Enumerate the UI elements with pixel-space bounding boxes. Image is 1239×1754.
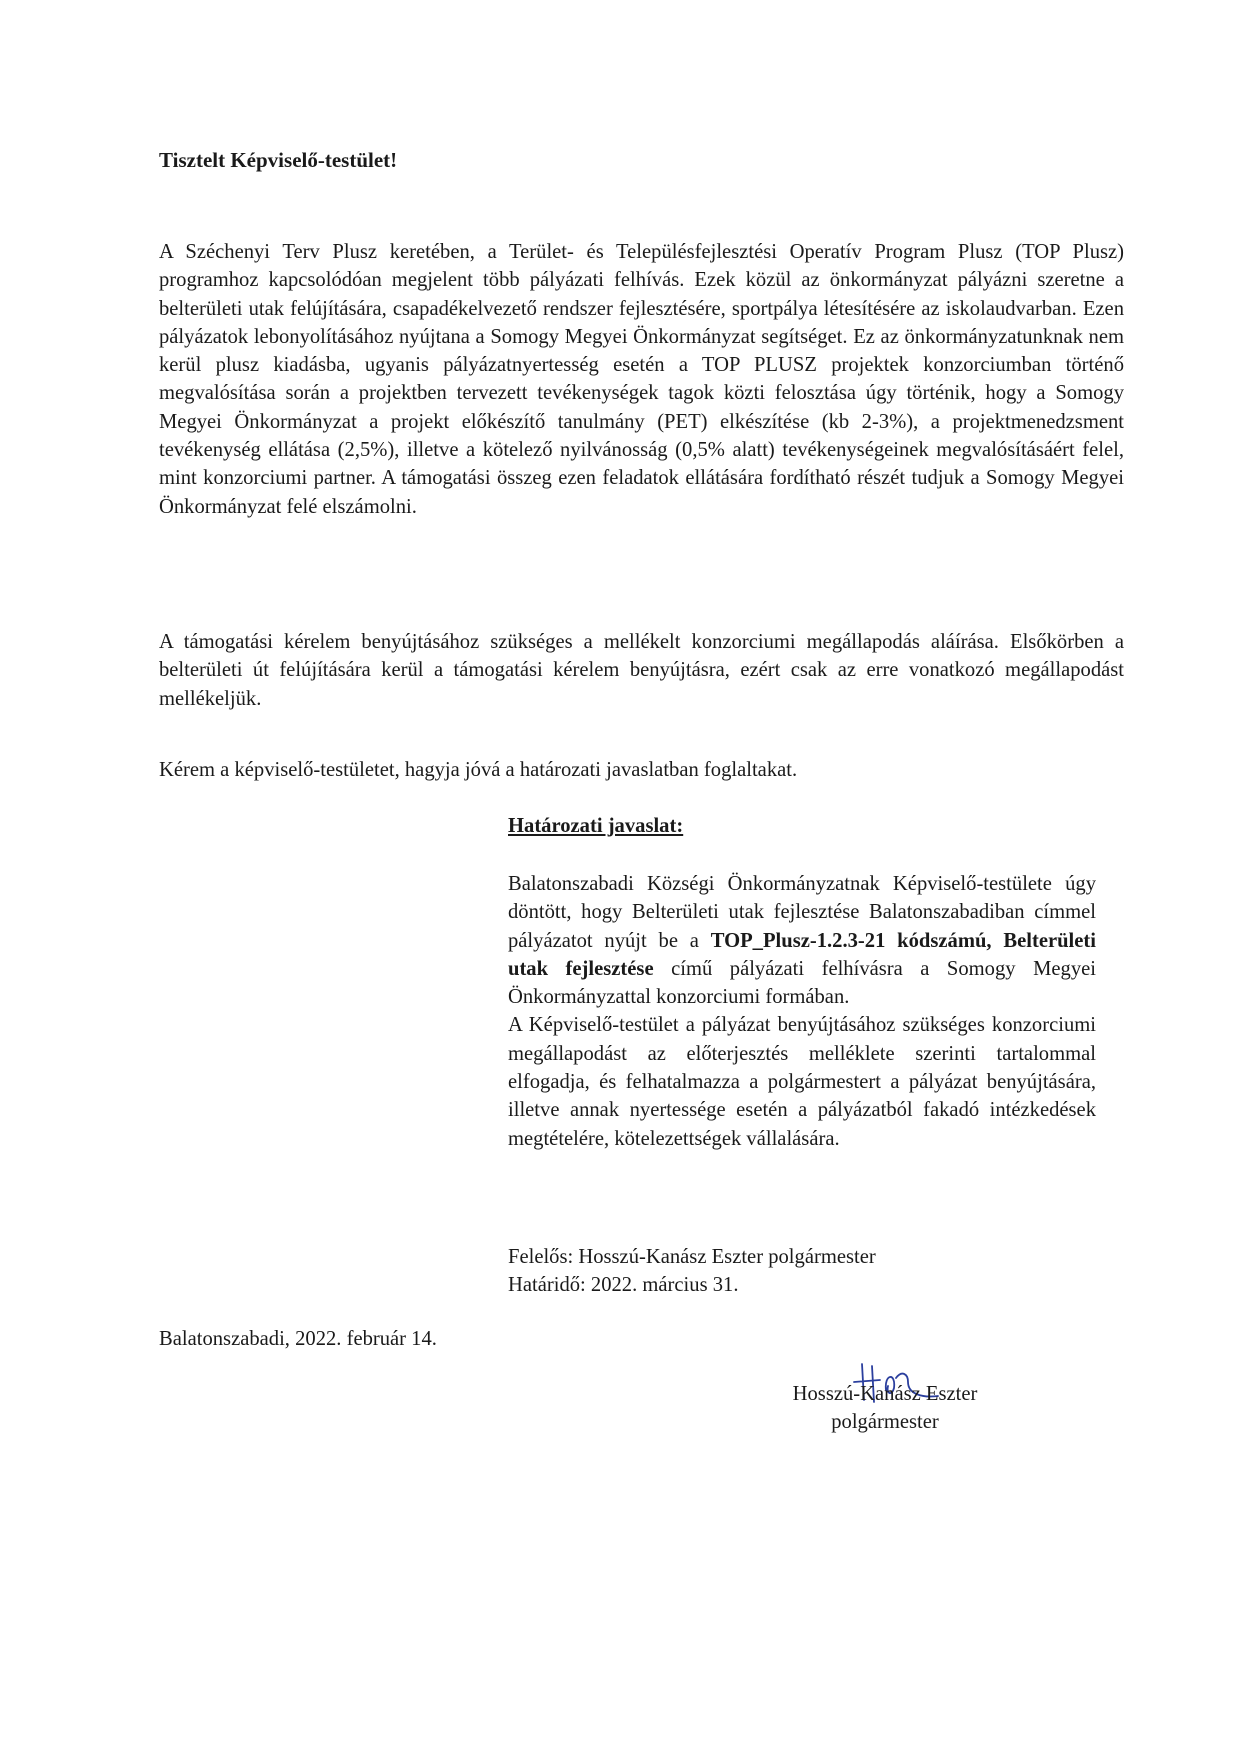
signatory-title: polgármester (831, 1411, 939, 1433)
proposal-responsibility (508, 1243, 1096, 1300)
place-date: Balatonszabadi, 2022. február 14. (159, 1328, 437, 1350)
proposal-second: A Képviselő-testület a pályázat benyújtásához szükséges konzorciumi megállapodást az előterjesztés melléklete szerinti tartalommal elfogadja, és felhatalmazza a polgármestert a pályázat benyújtására, illetve annak nyertessége esetén a pályázatból fakadó intézkedések megtételére, kötelezettségek vállalására. (508, 1014, 1096, 1150)
signature-block (770, 1380, 1000, 1436)
salutation: Tisztelt Képviselő-testület! (159, 148, 398, 172)
request-paragraph: Kérem a képviselő-testületet, hagyja jóvá a határozati javaslatban foglaltakat. (159, 759, 798, 781)
proposal-body (508, 870, 1096, 1153)
consortium-paragraph: A támogatási kérelem benyújtásához szükséges a mellékelt konzorciumi megállapodás aláírása. Elsőkörben a belterületi út felújítására kerül a támogatási kérelem benyújtásra, ezért csak az erre vonatkozó megállapodást mellékeljük. (159, 631, 1124, 710)
intro-paragraph: A Széchenyi Terv Plusz keretében, a Terület- és Településfejlesztési Operatív Program Plusz (TOP Plusz) programhoz kapcsolódóan megjelent több pályázati felhívás. Ezek közül az önkormányzat pályázni szeretne a belterületi utak felújítására, csapadékelvezető rendszer fejlesztésére, sportpálya létesítésére az iskolaudvarban. Ezen pályázatok lebonyolításához nyújtana a Somogy Megyei Önkormányzat segítséget. Ez az önkormányzatunknak nem kerül plusz kiadásba, ugyanis pályázatnyertesség esetén a TOP PLUSZ projektek konzorciumban történő megvalósítása során a projektben tervezett tevékenységek tagok közti felosztása úgy történik, hogy a Somogy Megyei Önkormányzat a projekt előkészítő tanulmány (PET) elkészítése (kb 2-3%), a projektmenedzsment tevékenység ellátása (2,5%), illetve a kötelező nyilvánosság (0,5% alatt) tevékenységeinek megvalósításáért felel, mint konzorciumi partner. A támogatási összeg ezen feladatok ellátására fordítható részét tudjuk a Somogy Megyei Önkormányzat felé elszámolni. (159, 241, 1124, 518)
proposal-after-code: című pályázati felhívásra a Somogy Megyei Önkormányzattal konzorciumi formában. (508, 957, 1096, 1009)
proposal-code: TOP_Plusz-1.2.3-21 kódszámú, Belterületi utak fejlesztése (508, 929, 1096, 980)
responsible: Felelős: Hosszú-Kanász Eszter polgármester (508, 1246, 876, 1268)
proposal-title: Határozati javaslat: (508, 815, 684, 837)
signatory-name: Hosszú-Kanász Eszter (792, 1383, 978, 1405)
deadline: Határidő: 2022. március 31. (508, 1274, 739, 1297)
proposal-intro: Balatonszabadi Községi Önkormányzatnak Képviselő-testülete úgy döntött, hogy Belterületi utak fejlesztése Balatonszabadiban címmel pályázatot nyújt be a (508, 873, 1096, 952)
